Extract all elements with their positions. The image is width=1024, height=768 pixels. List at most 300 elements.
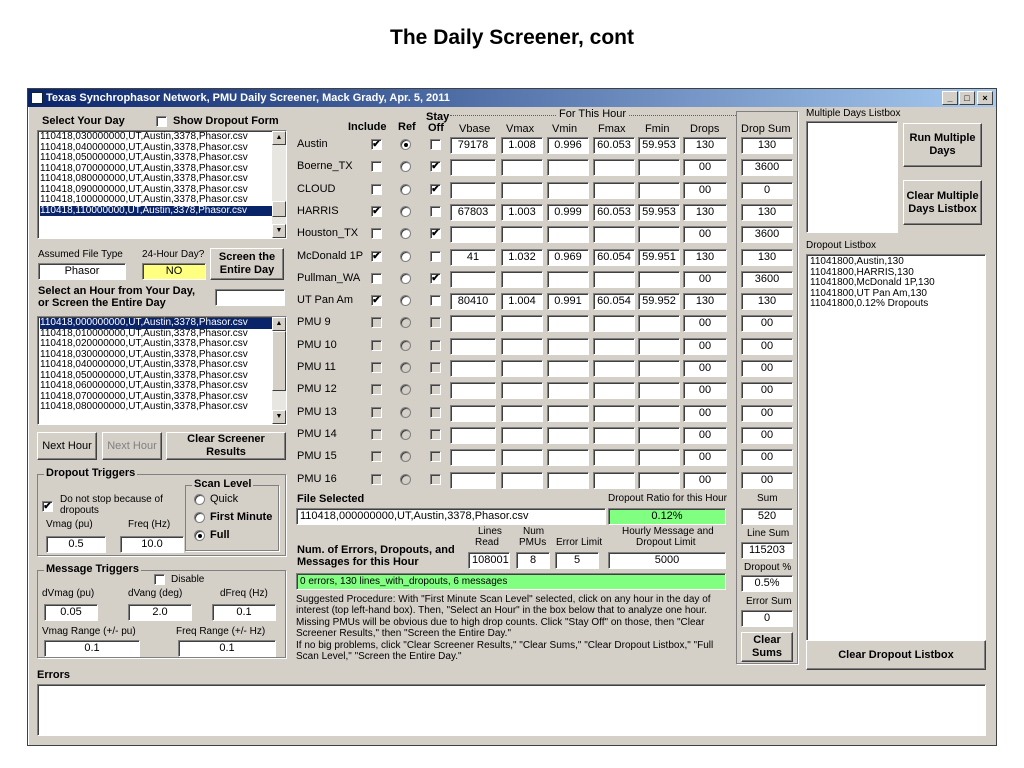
drop-sum-field[interactable]: 130 [741, 249, 793, 266]
scroll-down-icon[interactable]: ▼ [272, 410, 286, 424]
pmu-name: PMU 16 [297, 473, 337, 485]
include-checkbox[interactable] [371, 184, 382, 195]
error-sum-field[interactable]: 0 [741, 610, 793, 627]
include-checkbox[interactable]: ✔ [372, 139, 381, 150]
num-label: Num [523, 526, 545, 537]
vmag-range-label: Vmag Range (+/- pu) [42, 626, 136, 637]
vmin-field[interactable] [547, 472, 589, 489]
ref-radio[interactable] [400, 295, 411, 306]
dvang-label: dVang (deg) [128, 588, 183, 599]
pmu-name: PMU 10 [297, 339, 337, 351]
vmin-field[interactable] [547, 382, 589, 399]
drops-field[interactable]: 00 [683, 405, 727, 422]
scroll-up-icon[interactable]: ▲ [272, 317, 286, 331]
stay-off-checkbox[interactable] [430, 139, 441, 150]
vmin-field[interactable] [547, 159, 589, 176]
first-minute-label: First Minute [210, 511, 273, 523]
vmin-field[interactable] [547, 449, 589, 466]
include-checkbox[interactable] [371, 161, 382, 172]
dfreq-label: dFreq (Hz) [220, 588, 268, 599]
sum-field[interactable]: 520 [741, 508, 793, 525]
drops-field[interactable]: 00 [683, 159, 727, 176]
ref-radio[interactable] [400, 407, 411, 418]
include-checkbox[interactable] [371, 451, 382, 462]
dropout-ratio-label: Dropout Ratio for this Hour [608, 493, 727, 504]
pmu-name: PMU 15 [297, 450, 337, 462]
vmax-field[interactable] [501, 472, 543, 489]
day-file-item[interactable]: 110418,110000000,UT,Austin,3378,Phasor.csv [40, 206, 272, 217]
dropout-list-item[interactable]: 11041800,Austin,130 [810, 256, 904, 267]
ref-radio[interactable] [400, 161, 411, 172]
hourly-limit-label: Hourly Message and [622, 526, 714, 537]
window-title: Texas Synchrophasor Network, PMU Daily Screener, Mack Grady, Apr. 5, 2011 [46, 92, 450, 104]
stay-off-checkbox[interactable]: ✔ [431, 161, 440, 172]
vmin-field[interactable]: 0.969 [547, 249, 589, 266]
pmu-name: UT Pan Am [297, 294, 354, 306]
pmu-name: PMU 12 [297, 383, 337, 395]
fmax-field[interactable] [593, 226, 635, 243]
stay-off-checkbox[interactable] [430, 317, 441, 328]
scroll-thumb[interactable] [272, 331, 286, 391]
day-file-item[interactable]: 110418,100000000,UT,Austin,3378,Phasor.csv [40, 194, 248, 205]
full-radio[interactable] [194, 530, 205, 541]
dvmag-label: dVmag (pu) [42, 588, 95, 599]
drop-sum-field[interactable]: 00 [741, 449, 793, 466]
minimize-icon[interactable]: _ [942, 91, 958, 105]
drop-sum-header: Drop Sum [741, 123, 791, 135]
pmu-name: CLOUD [297, 183, 336, 195]
hourly-limit-label-2: Dropout Limit [636, 537, 696, 548]
ref-radio[interactable] [400, 317, 411, 328]
pmu-name: PMU 13 [297, 406, 337, 418]
clear-dropout-listbox-button[interactable]: Clear Dropout Listbox [806, 640, 986, 670]
fmax-field[interactable] [593, 271, 635, 288]
drops-field[interactable]: 00 [683, 315, 727, 332]
select-hour-label: Select an Hour from Your Day, [38, 285, 196, 297]
day-file-item[interactable]: 110418,080000000,UT,Austin,3378,Phasor.csv [40, 173, 248, 184]
drops-field[interactable]: 00 [683, 360, 727, 377]
select-day-label: Select Your Day [42, 115, 125, 127]
day-file-item[interactable]: 110418,030000000,UT,Austin,3378,Phasor.csv [40, 131, 248, 142]
sum-label: Sum [757, 493, 778, 504]
hour-file-item[interactable]: 110418,080000000,UT,Austin,3378,Phasor.csv [40, 401, 248, 412]
stay-off-checkbox[interactable] [430, 295, 441, 306]
vbase-field[interactable] [450, 338, 496, 355]
include-checkbox[interactable] [371, 228, 382, 239]
ref-radio[interactable] [400, 362, 411, 373]
status-field: 0 errors, 130 lines_with_dropouts, 6 messages [296, 573, 726, 590]
fmin-field[interactable] [638, 271, 680, 288]
read-label: Read [475, 537, 499, 548]
screen-entire-day-button[interactable]: Screen the Entire Day [210, 248, 284, 280]
dropout-list-item[interactable]: 11041800,0.12% Dropouts [810, 298, 929, 309]
fmin-field[interactable]: 59.953 [638, 204, 680, 221]
drop-sum-field[interactable]: 3600 [741, 159, 793, 176]
stay-off-checkbox[interactable]: ✔ [431, 184, 440, 195]
ref-radio[interactable] [400, 474, 411, 485]
drops-field[interactable]: 00 [683, 271, 727, 288]
vbase-field[interactable]: 67803 [450, 204, 496, 221]
drops-field[interactable]: 130 [683, 204, 727, 221]
hour-file-item[interactable]: 110418,000000000,UT,Austin,3378,Phasor.csv [40, 318, 272, 329]
hour-file-item[interactable]: 110418,010000000,UT,Austin,3378,Phasor.csv [40, 327, 248, 339]
hourly-limit-field[interactable]: 5000 [608, 552, 726, 569]
hour-file-item[interactable]: 110418,050000000,UT,Austin,3378,Phasor.csv [40, 369, 248, 381]
fmax-field[interactable] [593, 382, 635, 399]
drops-field[interactable]: 00 [683, 427, 727, 444]
vmax-field[interactable] [501, 382, 543, 399]
fmax-field[interactable] [593, 338, 635, 355]
app-icon [31, 92, 43, 104]
vmax-field[interactable]: 1.003 [501, 204, 543, 221]
scroll-thumb[interactable] [272, 201, 286, 217]
fmin-field[interactable] [638, 315, 680, 332]
scroll-up-icon[interactable]: ▲ [272, 131, 286, 145]
vbase-field[interactable] [450, 271, 496, 288]
include-checkbox[interactable] [371, 474, 382, 485]
vmin-field[interactable]: 0.999 [547, 204, 589, 221]
hour24-field[interactable]: NO [142, 263, 206, 280]
error-sum-label: Error Sum [746, 596, 792, 607]
freq-field[interactable]: 10.0 [120, 536, 184, 553]
drop-sum-field[interactable]: 00 [741, 338, 793, 355]
lines-read-field[interactable]: 108001 [468, 552, 510, 569]
day-file-item[interactable]: 110418,070000000,UT,Austin,3378,Phasor.csv [40, 162, 248, 174]
vmin-field[interactable]: 0.996 [547, 137, 589, 154]
ref-radio[interactable] [400, 251, 411, 262]
freq-range-field[interactable]: 0.1 [178, 640, 276, 657]
title-bar [28, 89, 996, 107]
hour-input[interactable] [215, 289, 285, 306]
drop-sum-field[interactable]: 00 [741, 472, 793, 489]
vbase-field[interactable] [450, 159, 496, 176]
stay-off-checkbox[interactable] [430, 429, 441, 440]
vbase-field[interactable] [450, 382, 496, 399]
fmin-header: Fmin [645, 123, 670, 135]
ref-radio[interactable] [400, 384, 411, 395]
show-dropout-checkbox[interactable] [156, 116, 167, 127]
vbase-field[interactable]: 79178 [450, 137, 496, 154]
dropout-pct-label: Dropout % [744, 562, 792, 573]
vbase-field[interactable]: 80410 [450, 293, 496, 310]
drops-field[interactable]: 00 [683, 338, 727, 355]
fmin-field[interactable] [638, 472, 680, 489]
stay-off-checkbox[interactable] [430, 362, 441, 373]
close-icon[interactable]: × [977, 91, 993, 105]
include-checkbox[interactable] [371, 317, 382, 328]
include-header: Include [348, 121, 387, 133]
vbase-field[interactable] [450, 449, 496, 466]
clear-screener-button[interactable]: Clear Screener Results [166, 432, 286, 460]
pmu-name: McDonald 1P [297, 250, 364, 262]
fmax-field[interactable] [593, 159, 635, 176]
pmu-name: HARRIS [297, 205, 339, 217]
vmag-field[interactable]: 0.5 [46, 536, 106, 553]
include-checkbox[interactable] [371, 362, 382, 373]
vmax-field[interactable] [501, 449, 543, 466]
include-checkbox[interactable]: ✔ [372, 295, 381, 306]
errors-label: Errors [37, 669, 71, 681]
pmu-name: Houston_TX [297, 227, 359, 239]
dropout-list-item[interactable]: 11041800,UT Pan Am,130 [810, 287, 927, 299]
clear-sums-button[interactable]: Clear Sums [741, 632, 793, 662]
fmin-field[interactable] [638, 338, 680, 355]
pmu-name: Pullman_WA [297, 272, 361, 284]
fmax-field[interactable] [593, 360, 635, 377]
pmu-name: Boerne_TX [297, 160, 353, 172]
dvmag-field[interactable]: 0.05 [44, 604, 98, 621]
drop-sum-field[interactable]: 00 [741, 315, 793, 332]
ref-radio[interactable] [400, 228, 411, 239]
dvang-field[interactable]: 2.0 [128, 604, 192, 621]
vbase-field[interactable] [450, 226, 496, 243]
vbase-field[interactable] [450, 360, 496, 377]
drops-field[interactable]: 00 [683, 382, 727, 399]
fmax-field[interactable] [593, 472, 635, 489]
vmin-field[interactable] [547, 315, 589, 332]
hour-file-item[interactable]: 110418,040000000,UT,Austin,3378,Phasor.csv [40, 359, 248, 370]
file-selected-field[interactable]: 110418,000000000,UT,Austin,3378,Phasor.csv [296, 508, 606, 525]
day-file-item[interactable]: 110418,040000000,UT,Austin,3378,Phasor.csv [40, 141, 248, 153]
vmax-field[interactable] [501, 360, 543, 377]
error-limit-label: Error Limit [556, 537, 603, 548]
freq-label: Freq (Hz) [128, 519, 171, 530]
vmax-field[interactable] [501, 405, 543, 422]
dropout-list-item[interactable]: 11041800,HARRIS,130 [810, 266, 914, 278]
vbase-field[interactable] [450, 315, 496, 332]
vmax-field[interactable] [501, 338, 543, 355]
assumed-file-type-label: Assumed File Type [38, 249, 123, 260]
fmax-field[interactable] [593, 427, 635, 444]
hour-file-item[interactable]: 110418,070000000,UT,Austin,3378,Phasor.csv [40, 390, 248, 402]
next-hour-button[interactable]: Next Hour [37, 432, 97, 460]
num-pmus-field[interactable]: 8 [516, 552, 550, 569]
procedure-text: Suggested Procedure: With "First Minute Scan Level" selected, click on any hour in the day of interest (top left-hand box). Then, "Select an Hour" in the box below that to analyze one hour. Missing PMUs will be obvious due to high drop counts. Click "Stay Off" on those, then "Clear Screener Results," then "Screen the Entire Day." If no big problems, click "Clear Screener Results," "Clear Sums," "Clear Dropout Listbox," "Full Scan Level," "Screen the Entire Day." [296, 594, 714, 663]
fmin-field[interactable] [638, 226, 680, 243]
fmin-field[interactable] [638, 405, 680, 422]
vmag-range-field[interactable]: 0.1 [44, 640, 140, 657]
disable-label: Disable [171, 574, 205, 585]
fmax-field[interactable] [593, 405, 635, 422]
dfreq-field[interactable]: 0.1 [212, 604, 276, 621]
drops-field[interactable]: 130 [683, 137, 727, 154]
drop-sum-field[interactable]: 00 [741, 427, 793, 444]
select-hour-label-2: or Screen the Entire Day [38, 297, 166, 309]
vbase-header: Vbase [459, 123, 491, 135]
off-header: Off [428, 122, 444, 134]
stay-off-checkbox[interactable] [430, 474, 441, 485]
ref-radio[interactable] [400, 451, 411, 462]
stay-off-checkbox[interactable] [430, 251, 441, 262]
vbase-field[interactable] [450, 472, 496, 489]
dropout-triggers-title: Dropout Triggers [46, 467, 136, 479]
drop-sum-field[interactable]: 0 [741, 182, 793, 199]
drops-field[interactable]: 00 [683, 449, 727, 466]
fmin-field[interactable]: 59.953 [638, 137, 680, 154]
line-sum-field[interactable]: 115203 [741, 542, 793, 559]
hour-file-listbox[interactable] [37, 316, 287, 425]
drop-sum-field[interactable]: 00 [741, 382, 793, 399]
ref-radio[interactable] [400, 139, 411, 150]
first-minute-radio[interactable] [194, 512, 205, 523]
fmax-field[interactable] [593, 315, 635, 332]
ref-header: Ref [398, 121, 416, 133]
vmin-field[interactable] [547, 182, 589, 199]
fmin-field[interactable] [638, 360, 680, 377]
day-file-item[interactable]: 110418,050000000,UT,Austin,3378,Phasor.csv [40, 152, 248, 163]
vmin-field[interactable] [547, 360, 589, 377]
disable-checkbox[interactable] [154, 574, 165, 585]
stay-off-checkbox[interactable]: ✔ [431, 228, 440, 239]
include-checkbox[interactable] [371, 429, 382, 440]
file-selected-label: File Selected [297, 493, 365, 505]
fmax-field[interactable]: 60.054 [593, 293, 635, 310]
full-label: Full [210, 529, 230, 541]
drop-sum-field[interactable]: 3600 [741, 226, 793, 243]
pmu-name: Austin [297, 138, 328, 150]
hour24-label: 24-Hour Day? [142, 249, 205, 260]
vmax-field[interactable]: 1.008 [501, 137, 543, 154]
error-limit-field[interactable]: 5 [555, 552, 599, 569]
pmus-label: PMUs [519, 537, 547, 548]
vmax-field[interactable] [501, 182, 543, 199]
ref-radio[interactable] [400, 273, 411, 284]
drops-header: Drops [690, 123, 720, 135]
vmin-field[interactable] [547, 226, 589, 243]
run-multiple-days-button[interactable]: Run Multiple Days [903, 123, 982, 167]
fmin-field[interactable]: 59.951 [638, 249, 680, 266]
scan-level-title: Scan Level [194, 478, 252, 490]
maximize-icon[interactable]: □ [959, 91, 975, 105]
hour-list-scrollbar[interactable] [272, 317, 286, 424]
errors-textbox[interactable] [37, 684, 986, 736]
drop-sum-field[interactable]: 130 [741, 293, 793, 310]
fmin-field[interactable] [638, 159, 680, 176]
multiple-days-listbox[interactable] [806, 121, 898, 233]
vmax-field[interactable] [501, 159, 543, 176]
drops-field[interactable]: 00 [683, 182, 727, 199]
vbase-field[interactable] [450, 405, 496, 422]
vmax-field[interactable]: 1.032 [501, 249, 543, 266]
drop-sum-field[interactable]: 130 [741, 204, 793, 221]
drops-field[interactable]: 130 [683, 249, 727, 266]
clear-multiple-days-button[interactable]: Clear Multiple Days Listbox [903, 180, 982, 225]
dropout-ratio-field: 0.12% [608, 508, 726, 525]
fmin-field[interactable] [638, 427, 680, 444]
message-triggers-title: Message Triggers [46, 563, 139, 575]
include-checkbox[interactable]: ✔ [372, 206, 381, 217]
day-file-item[interactable]: 110418,090000000,UT,Austin,3378,Phasor.csv [40, 183, 248, 195]
ref-radio[interactable] [400, 429, 411, 440]
day-file-listbox[interactable] [37, 130, 287, 239]
quick-label: Quick [210, 493, 239, 505]
stay-off-checkbox[interactable] [430, 384, 441, 395]
scroll-down-icon[interactable]: ▼ [272, 224, 286, 238]
ref-radio[interactable] [400, 206, 411, 217]
vbase-field[interactable] [450, 427, 496, 444]
fmax-field[interactable] [593, 182, 635, 199]
vmin-field[interactable] [547, 427, 589, 444]
num-errors-label-2: Messages for this Hour [297, 556, 419, 568]
no-stop-label-2: dropouts [60, 505, 99, 516]
quick-radio[interactable] [194, 494, 205, 505]
hour-file-item[interactable]: 110418,030000000,UT,Austin,3378,Phasor.csv [40, 348, 248, 360]
drops-field[interactable]: 00 [683, 472, 727, 489]
vmax-field[interactable] [501, 315, 543, 332]
file-type-field[interactable]: Phasor [38, 263, 126, 280]
ref-radio[interactable] [400, 184, 411, 195]
vmin-field[interactable] [547, 338, 589, 355]
no-stop-checkbox[interactable]: ✔ [43, 501, 52, 512]
vmax-field[interactable] [501, 226, 543, 243]
stay-off-checkbox[interactable] [430, 451, 441, 462]
stay-off-checkbox[interactable] [430, 407, 441, 418]
fmin-field[interactable]: 59.952 [638, 293, 680, 310]
day-list-scrollbar[interactable] [272, 131, 286, 238]
dropout-pct-field[interactable]: 0.5% [741, 575, 793, 592]
ref-radio[interactable] [400, 340, 411, 351]
include-checkbox[interactable] [371, 407, 382, 418]
fmin-field[interactable] [638, 449, 680, 466]
app-window [27, 88, 997, 746]
dropout-listbox-label: Dropout Listbox [806, 240, 877, 251]
fmax-field[interactable] [593, 449, 635, 466]
dropout-listbox[interactable] [806, 254, 986, 659]
fmin-field[interactable] [638, 382, 680, 399]
drop-sum-field[interactable]: 00 [741, 405, 793, 422]
vbase-field[interactable]: 41 [450, 249, 496, 266]
drops-field[interactable]: 00 [683, 226, 727, 243]
hour-file-item[interactable]: 110418,060000000,UT,Austin,3378,Phasor.csv [40, 380, 248, 391]
drop-sum-field[interactable]: 130 [741, 137, 793, 154]
freq-range-label: Freq Range (+/- Hz) [176, 626, 266, 637]
stay-off-checkbox[interactable]: ✔ [431, 273, 440, 284]
include-checkbox[interactable] [371, 384, 382, 395]
vmin-field[interactable]: 0.991 [547, 293, 589, 310]
fmin-field[interactable] [638, 182, 680, 199]
vmax-field[interactable] [501, 271, 543, 288]
multi-days-label: Multiple Days Listbox [806, 108, 901, 119]
fmax-field[interactable]: 60.054 [593, 249, 635, 266]
fmax-field[interactable]: 60.053 [593, 204, 635, 221]
vmax-field[interactable] [501, 427, 543, 444]
slide-title: The Daily Screener, cont [390, 26, 634, 49]
line-sum-label: Line Sum [747, 528, 790, 539]
next-hour-disabled-button[interactable]: Next Hour [102, 432, 162, 460]
vmin-field[interactable] [547, 405, 589, 422]
drop-sum-field[interactable]: 3600 [741, 271, 793, 288]
pmu-name: PMU 9 [297, 316, 331, 328]
vmin-field[interactable] [547, 271, 589, 288]
dropout-list-item[interactable]: 11041800,McDonald 1P,130 [810, 277, 935, 288]
include-checkbox[interactable] [371, 340, 382, 351]
stay-off-checkbox[interactable] [430, 340, 441, 351]
vmax-field[interactable]: 1.004 [501, 293, 543, 310]
hour-file-item[interactable]: 110418,020000000,UT,Austin,3378,Phasor.csv [40, 338, 248, 349]
vmax-header: Vmax [506, 123, 535, 135]
vbase-field[interactable] [450, 182, 496, 199]
include-checkbox[interactable] [371, 273, 382, 284]
drops-field[interactable]: 130 [683, 293, 727, 310]
fmax-field[interactable]: 60.053 [593, 137, 635, 154]
stay-header: Stay [426, 111, 450, 123]
drop-sum-field[interactable]: 00 [741, 360, 793, 377]
show-dropout-label: Show Dropout Form [173, 115, 279, 127]
vmag-label: Vmag (pu) [46, 519, 93, 530]
stay-off-checkbox[interactable] [430, 206, 441, 217]
no-stop-label: Do not stop because of [60, 494, 163, 505]
include-checkbox[interactable]: ✔ [372, 251, 381, 262]
